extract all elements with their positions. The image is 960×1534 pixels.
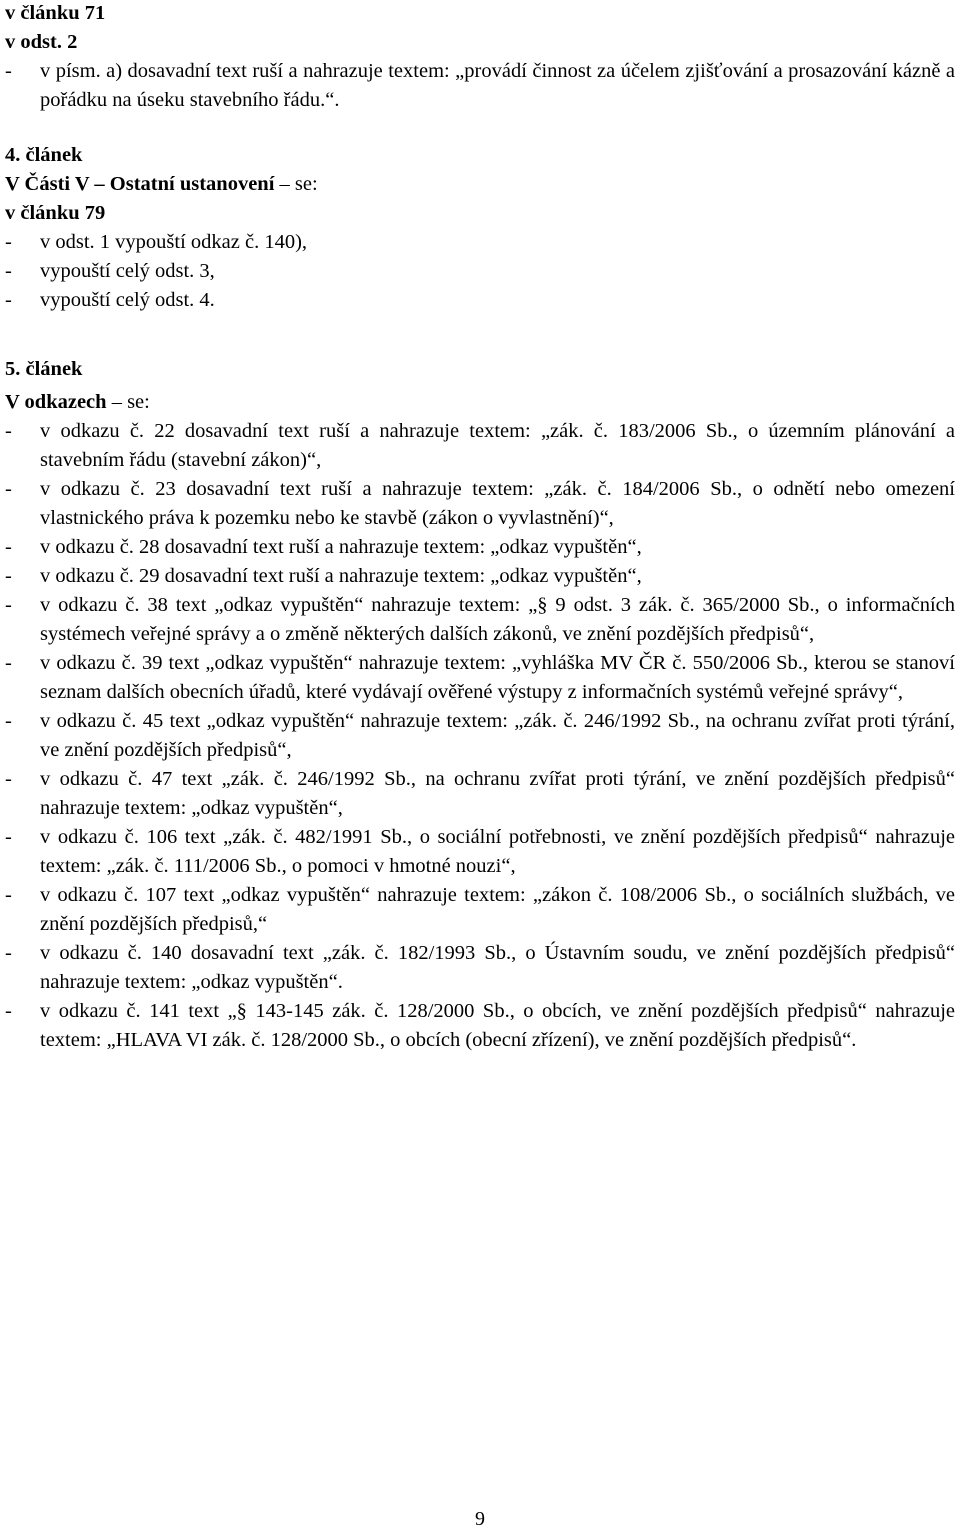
list-item [5, 475, 955, 533]
list-item-text: v odkazu č. 23 dosavadní text ruší a nahrazuje textem: „zák. č. 184/2006 Sb., o odnětí nebo omezení vlastnického práva k pozemku nebo ke stavbě (zákon o vyvlastnění)“, [40, 478, 955, 529]
article-ref: v článku 79 [5, 202, 106, 224]
dash-marker: - [5, 594, 12, 616]
section-heading: 5. článek [5, 358, 83, 380]
section-heading: 4. článek [5, 144, 83, 166]
dash-marker: - [5, 478, 12, 500]
dash-marker: - [5, 826, 12, 848]
paragraph-ref: v odst. 2 [5, 31, 78, 53]
list-item [5, 228, 955, 257]
section-intro [5, 170, 955, 199]
list-item [5, 417, 955, 475]
section-intro-bold: V odkazech [5, 391, 107, 413]
dash-marker: - [5, 565, 12, 587]
dash-marker: - [5, 768, 12, 790]
dash-marker: - [5, 884, 12, 906]
section-5 [5, 355, 955, 1055]
dash-marker: - [5, 420, 12, 442]
list-item-text: v odkazu č. 28 dosavadní text ruší a nahrazuje textem: „odkaz vypuštěn“, [40, 536, 642, 558]
dash-marker: - [5, 536, 12, 558]
list-item [5, 823, 955, 881]
section-intro [5, 388, 955, 417]
list-item [5, 286, 955, 315]
list-item-text: v odkazu č. 106 text „zák. č. 482/1991 Sb., o sociální potřebnosti, ve znění pozdějších předpisů“ nahrazuje textem: „zák. č. 111/2006 Sb., o pomoci v hmotné nouzi“, [40, 826, 955, 877]
list-item-text: v odst. 1 vypouští odkaz č. 140), [40, 231, 308, 253]
dash-marker: - [5, 231, 12, 253]
list-item [5, 57, 955, 115]
list-item-text: v odkazu č. 47 text „zák. č. 246/1992 Sb., na ochranu zvířat proti týrání, ve znění pozdějších předpisů“ nahrazuje textem: „odkaz vypuštěn“, [40, 768, 955, 819]
list-item [5, 649, 955, 707]
list-item [5, 765, 955, 823]
dash-marker: - [5, 260, 12, 282]
list-item [5, 997, 955, 1055]
dash-marker: - [5, 289, 12, 311]
section-intro-bold: V Části V – Ostatní ustanovení [5, 173, 275, 195]
top-block [5, 0, 955, 115]
list-item [5, 562, 955, 591]
list-item [5, 881, 955, 939]
article-ref: v článku 71 [5, 2, 106, 24]
list-item-text: v odkazu č. 22 dosavadní text ruší a nahrazuje textem: „zák. č. 183/2006 Sb., o územním plánování a stavebním řádu (stavební zákon)“, [40, 420, 955, 471]
page-number: 9 [475, 1508, 485, 1530]
section-intro-rest: – se: [106, 391, 150, 413]
list-item [5, 533, 955, 562]
dash-marker: - [5, 942, 12, 964]
list-item-text: v odkazu č. 141 text „§ 143-145 zák. č. 128/2000 Sb., o obcích, ve znění pozdějších předpisů“ nahrazuje textem: „HLAVA VI zák. č. 128/2000 Sb., o obcích (obecní zřízení), ve znění pozdějších předpisů“. [40, 1000, 955, 1051]
list-item [5, 591, 955, 649]
list-item [5, 707, 955, 765]
list-item-text: vypouští celý odst. 4. [40, 289, 215, 311]
dash-marker: - [5, 710, 12, 732]
list-item [5, 257, 955, 286]
list-item-text: v odkazu č. 29 dosavadní text ruší a nahrazuje textem: „odkaz vypuštěn“, [40, 565, 642, 587]
list-item-text: vypouští celý odst. 3, [40, 260, 215, 282]
list-item-text: v odkazu č. 38 text „odkaz vypuštěn“ nahrazuje textem: „§ 9 odst. 3 zák. č. 365/2000 Sb., o informačních systémech veřejné správy a o změně některých dalších zákonů, ve znění pozdějších předpisů“, [40, 594, 955, 645]
dash-marker: - [5, 1000, 12, 1022]
section-4 [5, 141, 955, 315]
list-item-text: v odkazu č. 39 text „odkaz vypuštěn“ nahrazuje textem: „vyhláška MV ČR č. 550/2006 Sb., kterou se stanoví seznam dalších obecních úřadů, které vydávají ověřené výstupy z informačních systémů veřejné správy“, [40, 652, 955, 703]
dash-marker: - [5, 652, 12, 674]
list-item-text: v odkazu č. 140 dosavadní text „zák. č. 182/1993 Sb., o Ústavním soudu, ve znění pozdějších předpisů“ nahrazuje textem: „odkaz vypuštěn“. [40, 942, 955, 993]
list-item-text: v odkazu č. 45 text „odkaz vypuštěn“ nahrazuje textem: „zák. č. 246/1992 Sb., na ochranu zvířat proti týrání, ve znění pozdějších předpisů“, [40, 710, 955, 761]
dash-marker: - [5, 60, 12, 82]
section-intro-rest: – se: [274, 173, 318, 195]
list-item-text: v odkazu č. 107 text „odkaz vypuštěn“ nahrazuje textem: „zákon č. 108/2006 Sb., o sociálních službách, ve znění pozdějších předpisů,“ [40, 884, 955, 935]
list-item-text: v písm. a) dosavadní text ruší a nahrazuje textem: „provádí činnost za účelem zjišťování a prosazování kázně a pořádku na úseku stavebního řádu.“. [40, 60, 955, 111]
list-item [5, 939, 955, 997]
